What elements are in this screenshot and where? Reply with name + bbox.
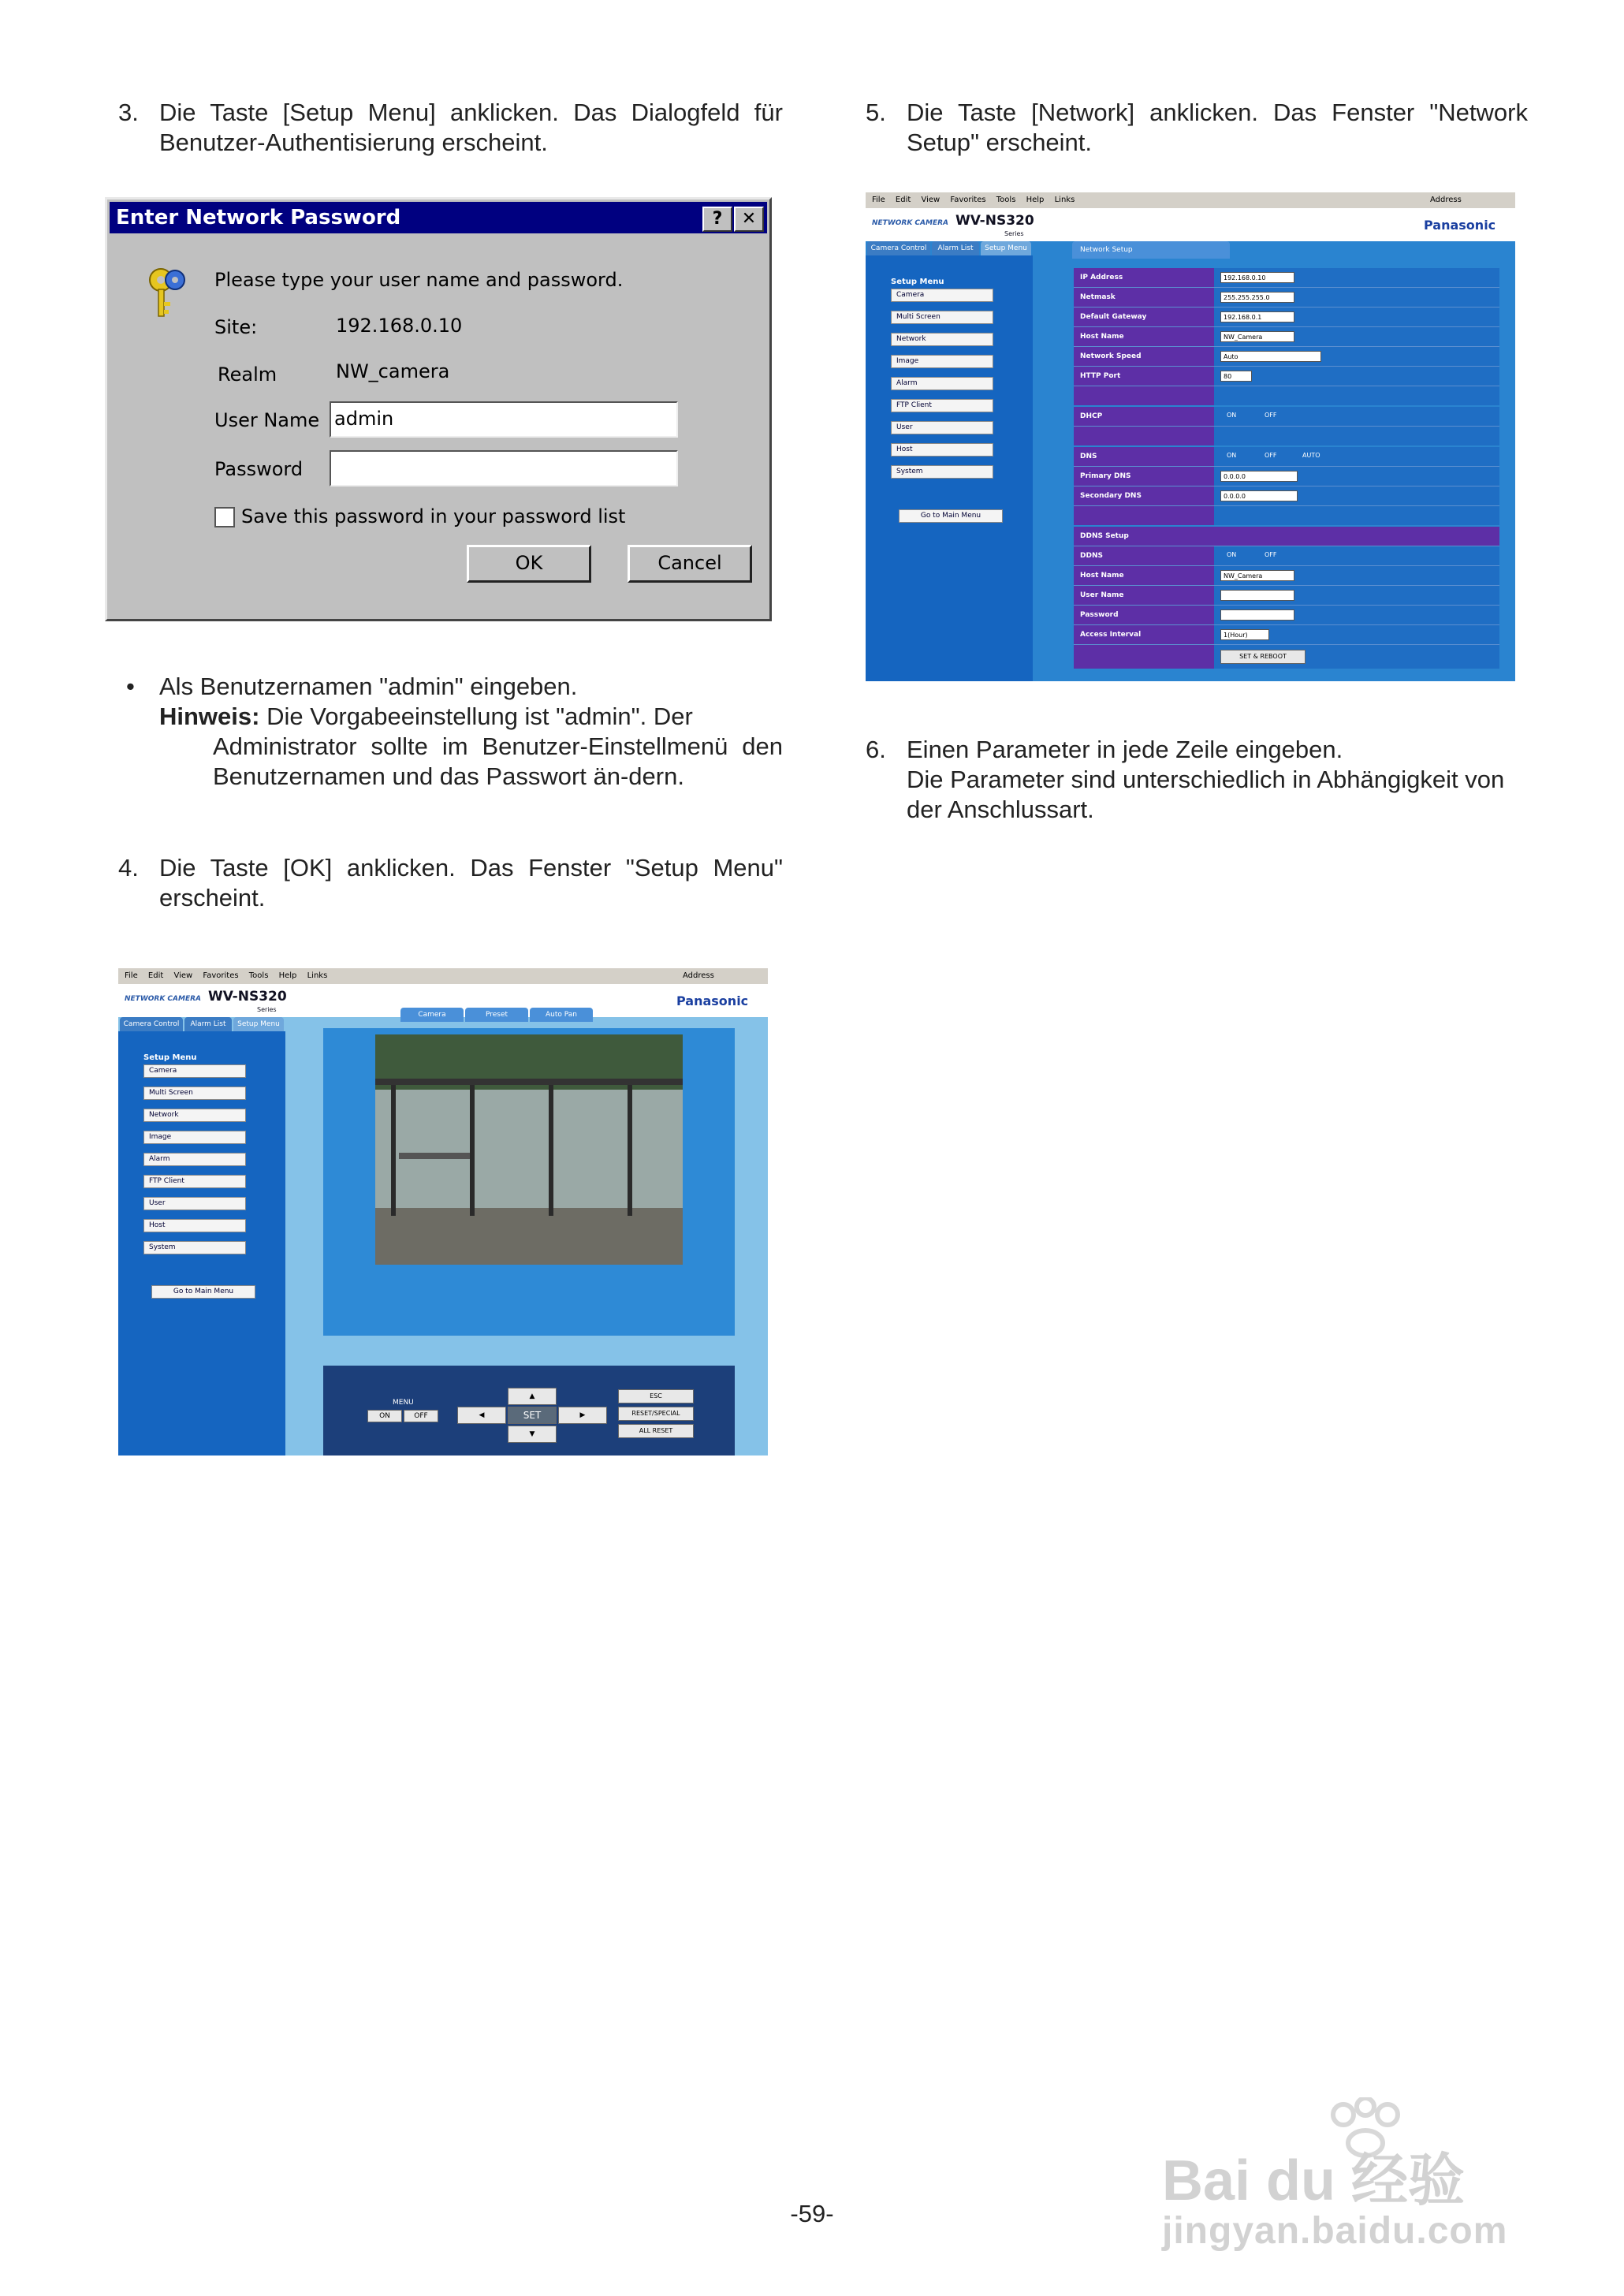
primary-dns-label: Primary DNS [1074, 467, 1214, 486]
host-name-label: Host Name [1074, 327, 1214, 346]
panasonic-logo: Panasonic [1424, 218, 1496, 233]
menu-tools[interactable]: Tools [996, 196, 1016, 204]
menu-label: MENU [393, 1399, 414, 1407]
menu-edit[interactable]: Edit [895, 196, 911, 204]
go-to-main-menu-button[interactable]: Go to Main Menu [899, 509, 1003, 523]
ip-address-input[interactable]: 192.168.0.10 [1220, 272, 1294, 283]
menu-view[interactable]: View [173, 971, 193, 980]
netmask-label: Netmask [1074, 288, 1214, 307]
site-value: 192.168.0.10 [336, 315, 463, 337]
setup-user-button[interactable]: User [891, 421, 993, 434]
row-ddns-setup [1074, 527, 1499, 546]
row-secondary-dns [1074, 486, 1499, 506]
setup-image-button[interactable]: Image [143, 1131, 246, 1144]
tab-auto-pan[interactable]: Auto Pan [530, 1008, 593, 1022]
row-primary-dns [1074, 467, 1499, 486]
ddns-host-name-input[interactable]: NW_Camera [1220, 570, 1294, 581]
ddns-user-name-label: User Name [1074, 586, 1214, 605]
camera-image [375, 1034, 683, 1265]
watermark-url: jingyan.baidu.com [1162, 2210, 1508, 2252]
primary-dns-input[interactable]: 0.0.0.0 [1220, 471, 1298, 482]
tab-setup-menu[interactable]: Setup Menu [233, 1017, 284, 1031]
bullet-symbol: • [126, 673, 135, 700]
setup-host-button[interactable]: Host [143, 1219, 246, 1232]
bullet-text: Als Benutzernamen "admin" eingeben. [159, 673, 578, 700]
network-setup-screenshot [866, 192, 1515, 681]
tab-alarm-list[interactable]: Alarm List [184, 1017, 232, 1031]
model-series: Series [257, 1006, 277, 1013]
row-host-name [1074, 327, 1499, 347]
menu-links[interactable]: Links [307, 971, 328, 980]
menu-tools[interactable]: Tools [248, 971, 269, 980]
dhcp-on-radio[interactable]: ON [1227, 412, 1237, 419]
user-name-label: User Name [214, 409, 320, 431]
network-camera-logo: NETWORK CAMERA [872, 219, 949, 227]
step-5 [866, 98, 1528, 161]
http-port-label: HTTP Port [1074, 367, 1214, 386]
setup-multi-screen-button[interactable]: Multi Screen [891, 311, 993, 324]
default-gateway-label: Default Gateway [1074, 308, 1214, 326]
row-ddns-password [1074, 606, 1499, 625]
menu-view[interactable]: View [921, 196, 941, 204]
baidu-watermark [1162, 2097, 1572, 2255]
access-interval-label: Access Interval [1074, 625, 1214, 644]
note-rest: Administrator sollte im Benutzer-Einstellmenü den Benutzernamen und das Passwort än-dern. [213, 732, 783, 790]
ok-button[interactable]: OK [467, 545, 591, 583]
browser-menubar [866, 192, 1515, 208]
save-password-label: Save this password in your password list [241, 505, 626, 527]
row-dns [1074, 447, 1499, 467]
dns-auto-radio[interactable]: AUTO [1302, 452, 1320, 459]
model-series: Series [1004, 230, 1024, 237]
user-name-input[interactable]: admin [330, 401, 678, 438]
ddns-off-radio[interactable]: OFF [1265, 551, 1277, 558]
browser-menubar [118, 968, 768, 984]
realm-value: NW_camera [336, 360, 450, 382]
setup-sidebar [866, 255, 1033, 681]
step-text: Die Taste [Setup Menu] anklicken. Das Dialogfeld für Benutzer-Authentisierung erscheint. [159, 99, 783, 156]
netmask-input[interactable]: 255.255.255.0 [1220, 292, 1294, 303]
realm-label: Realm [218, 363, 277, 386]
step-text: Die Taste [Network] anklicken. Das Fenster "Network Setup" erscheint. [907, 99, 1528, 156]
dhcp-label: DHCP [1074, 407, 1214, 426]
step-4 [118, 853, 783, 916]
step-text: Die Taste [OK] anklicken. Das Fenster "Setup Menu" erscheint. [159, 854, 783, 911]
row-http-port [1074, 367, 1499, 386]
esc-button[interactable]: ESC [618, 1389, 694, 1403]
step-6 [866, 735, 1528, 829]
panasonic-logo: Panasonic [676, 993, 749, 1008]
ddns-host-name-label: Host Name [1074, 566, 1214, 585]
keys-icon [143, 264, 192, 321]
dhcp-off-radio[interactable]: OFF [1265, 412, 1277, 419]
set-button[interactable]: SET [508, 1407, 557, 1424]
step-number: 5. [866, 99, 886, 126]
row-spacer [1074, 427, 1499, 448]
network-speed-select[interactable]: Auto [1220, 351, 1321, 362]
note-label: Hinweis: [159, 703, 260, 730]
save-password-checkbox[interactable] [214, 507, 235, 527]
step-number: 3. [118, 99, 139, 126]
all-reset-button[interactable]: ALL RESET [618, 1424, 694, 1438]
password-label: Password [214, 458, 304, 480]
help-button[interactable]: ? [702, 207, 732, 232]
ddns-user-name-input[interactable] [1220, 590, 1294, 601]
setup-host-button[interactable]: Host [891, 443, 993, 457]
reset-special-button[interactable]: RESET/SPECIAL [618, 1407, 694, 1421]
tab-camera-control[interactable]: Camera Control [867, 241, 930, 255]
note-line1: Die Vorgabeeinstellung ist "admin". Der [266, 703, 693, 730]
step-number: 4. [118, 854, 139, 882]
address-label: Address [683, 971, 714, 980]
step-3 [118, 98, 783, 161]
address-label: Address [1430, 196, 1462, 204]
access-interval-select[interactable]: 1(Hour) [1220, 629, 1269, 640]
down-button[interactable]: ▼ [508, 1426, 557, 1443]
row-ip-address [1074, 268, 1499, 288]
row-ddns-host-name [1074, 566, 1499, 586]
ip-address-label: IP Address [1074, 268, 1214, 287]
model-name: WV-NS320 [955, 213, 1034, 229]
row-ddns [1074, 546, 1499, 566]
menu-edit[interactable]: Edit [147, 971, 164, 980]
setup-system-button[interactable]: System [143, 1241, 246, 1254]
site-label: Site: [214, 316, 258, 338]
up-button[interactable]: ▲ [508, 1388, 557, 1405]
left-button[interactable]: ◀ [457, 1407, 506, 1424]
network-settings-table [1074, 268, 1499, 681]
dns-label: DNS [1074, 447, 1214, 466]
setup-ftp-client-button[interactable]: FTP Client [891, 399, 993, 412]
menu-off-button[interactable]: OFF [404, 1410, 438, 1422]
tab-camera-control[interactable]: Camera Control [120, 1017, 183, 1031]
dialog-title: Enter Network Password [116, 206, 401, 229]
setup-alarm-button[interactable]: Alarm [891, 377, 993, 390]
row-access-interval [1074, 625, 1499, 645]
tab-preset[interactable]: Preset [465, 1008, 528, 1022]
model-name: WV-NS320 [208, 989, 287, 1004]
menu-file[interactable]: File [872, 196, 885, 204]
setup-menu-title: Setup Menu [143, 1053, 197, 1062]
row-network-speed [1074, 347, 1499, 367]
watermark-brand: Bai du 经验 [1162, 2149, 1466, 2212]
dns-off-radio[interactable]: OFF [1265, 452, 1277, 459]
menu-favorites[interactable]: Favorites [950, 196, 986, 204]
row-ddns-user-name [1074, 586, 1499, 606]
dns-on-radio[interactable]: ON [1227, 452, 1237, 459]
setup-user-button[interactable]: User [143, 1197, 246, 1210]
step-6-line2: Die Parameter sind unterschiedlich in Abhängigkeit von der Anschlussart. [907, 766, 1505, 823]
menu-favorites[interactable]: Favorites [203, 971, 239, 980]
tab-camera[interactable]: Camera [400, 1008, 464, 1022]
secondary-dns-label: Secondary DNS [1074, 486, 1214, 505]
dialog-prompt: Please type your user name and password. [214, 269, 624, 291]
row-submit [1074, 645, 1499, 669]
network-camera-logo: NETWORK CAMERA [125, 995, 202, 1003]
row-spacer [1074, 386, 1499, 408]
row-default-gateway [1074, 308, 1499, 327]
setup-network-button[interactable]: Network [143, 1109, 246, 1122]
tab-alarm-list[interactable]: Alarm List [932, 241, 979, 255]
menu-on-button[interactable]: ON [367, 1410, 402, 1422]
setup-image-button[interactable]: Image [891, 355, 993, 368]
menu-links[interactable]: Links [1054, 196, 1075, 204]
setup-multi-screen-button[interactable]: Multi Screen [143, 1086, 246, 1100]
setup-sidebar [118, 1031, 285, 1456]
http-port-input[interactable]: 80 [1220, 371, 1252, 382]
setup-alarm-button[interactable]: Alarm [143, 1153, 246, 1166]
host-name-input[interactable]: NW_Camera [1220, 331, 1294, 342]
secondary-dns-input[interactable]: 0.0.0.0 [1220, 490, 1298, 501]
setup-camera-button[interactable]: Camera [891, 289, 993, 302]
default-gateway-input[interactable]: 192.168.0.1 [1220, 311, 1294, 322]
cancel-button[interactable]: Cancel [628, 545, 752, 583]
close-button[interactable]: ✕ [734, 207, 764, 232]
setup-system-button[interactable]: System [891, 465, 993, 479]
setup-ftp-client-button[interactable]: FTP Client [143, 1175, 246, 1188]
password-dialog [105, 197, 772, 621]
setup-network-button[interactable]: Network [891, 333, 993, 346]
ddns-label: DDNS [1074, 546, 1214, 565]
network-speed-label: Network Speed [1074, 347, 1214, 366]
menu-file[interactable]: File [125, 971, 138, 980]
right-button[interactable]: ▶ [558, 1407, 607, 1424]
setup-menu-title: Setup Menu [891, 278, 944, 286]
page-header [866, 208, 1515, 241]
setup-camera-button[interactable]: Camera [143, 1064, 246, 1078]
ddns-password-input[interactable] [1220, 609, 1294, 621]
row-dhcp [1074, 407, 1499, 427]
dialog-titlebar [110, 202, 767, 233]
camera-setup-screenshot [118, 968, 768, 1456]
menu-help[interactable]: Help [278, 971, 297, 980]
go-to-main-menu-button[interactable]: Go to Main Menu [151, 1285, 255, 1299]
network-setup-title: Network Setup [1072, 241, 1230, 259]
ddns-on-radio[interactable]: ON [1227, 551, 1237, 558]
step-number: 6. [866, 736, 886, 763]
set-reboot-button[interactable]: SET & REBOOT [1220, 650, 1306, 664]
tab-setup-menu[interactable]: Setup Menu [981, 241, 1031, 255]
menu-help[interactable]: Help [1026, 196, 1045, 204]
step-6-line1: Einen Parameter in jede Zeile eingeben. [907, 736, 1343, 763]
row-netmask [1074, 288, 1499, 308]
row-spacer [1074, 506, 1499, 527]
password-input[interactable] [330, 450, 678, 486]
page-number: -59- [790, 2200, 834, 2227]
ddns-password-label: Password [1074, 606, 1214, 624]
ddns-setup-label: DDNS Setup [1074, 527, 1499, 546]
